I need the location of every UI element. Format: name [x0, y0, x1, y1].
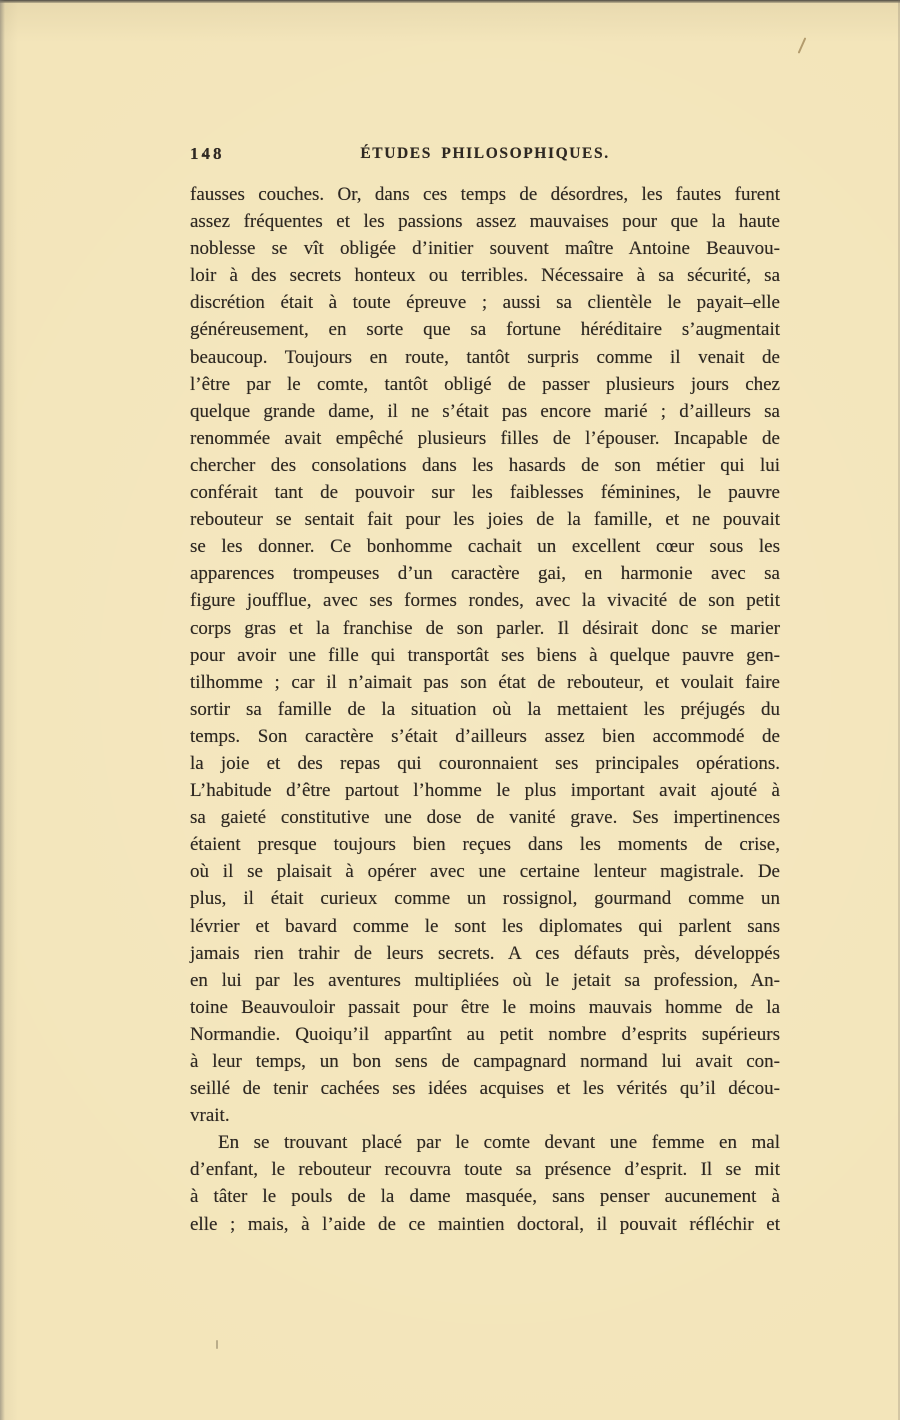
text-line: vrait.	[190, 1105, 230, 1127]
text-line: quelque grande dame, il ne s’était pas encore marié ; d’ailleurs sa	[190, 400, 780, 422]
page-number: 148	[190, 144, 225, 163]
text-line: seillé de tenir cachées ses idées acquises et les vérités qu’il décou-	[190, 1078, 780, 1100]
body-text-block	[190, 181, 780, 1238]
text-line: se les donner. Ce bonhomme cachait un excellent cœur sous les	[190, 536, 780, 558]
text-line: étaient presque toujours bien reçues dans les moments de crise,	[190, 834, 780, 856]
text-line: temps. Son caractère s’était d’ailleurs assez bien accommodé de	[190, 725, 780, 747]
text-line: à tâter le pouls de la dame masquée, sans penser aucunement à	[190, 1186, 780, 1208]
text-line: chercher des consolations dans les hasards de son métier qui lui	[190, 454, 780, 476]
running-title: ÉTUDES PHILOSOPHIQUES.	[360, 145, 610, 162]
text-line: corps gras et la franchise de son parler. Il désirait donc se marier	[190, 617, 780, 639]
text-line: figure joufflue, avec ses formes rondes, avec la vivacité de son petit	[190, 590, 780, 612]
text-line: sa gaieté constitutive une dose de vanité grave. Ses impertinences	[190, 807, 780, 829]
running-head	[190, 144, 780, 166]
scan-scratch-artifact	[798, 37, 807, 53]
text-line: d’enfant, le rebouteur recouvra toute sa présence d’esprit. Il se mit	[190, 1159, 780, 1181]
text-line: apparences trompeuses d’un caractère gai, en harmonie avec sa	[190, 563, 780, 585]
text-line: plus, il était curieux comme un rossignol, gourmand comme un	[190, 888, 780, 910]
text-line: conférait tant de pouvoir sur les faiblesses féminines, le pauvre	[190, 482, 780, 504]
text-line: pour avoir une fille qui transportât ses biens à quelque pauvre gen-	[190, 644, 780, 666]
text-line: en lui par les aventures multipliées où le jetait sa profession, An-	[190, 969, 780, 991]
text-line: L’habitude d’être partout l’homme le plus important avait ajouté à	[190, 780, 780, 802]
text-line: loir à des secrets honteux ou terribles. Nécessaire à sa sécurité, sa	[190, 265, 780, 287]
text-line: l’être par le comte, tantôt obligé de passer plusieurs jours chez	[190, 373, 780, 395]
text-line: lévrier et bavard comme le sont les diplomates qui parlent sans	[190, 915, 780, 937]
text-line: sortir sa famille de la situation où la mettaient les préjugés du	[190, 698, 780, 720]
text-line: renommée avait empêché plusieurs filles de l’épouser. Incapable de	[190, 427, 780, 449]
text-line: En se trouvant placé par le comte devant une femme en mal	[218, 1132, 780, 1154]
text-line: la joie et des repas qui couronnaient ses principales opérations.	[190, 752, 780, 774]
text-line: à leur temps, un bon sens de campagnard normand lui avait con-	[190, 1051, 780, 1072]
text-line: rebouteur se sentait fait pour les joies de la famille, et ne pouvait	[190, 509, 780, 531]
text-line: généreusement, en sorte que sa fortune héréditaire s’augmentait	[190, 319, 780, 341]
text-line: discrétion était à toute épreuve ; aussi sa clientèle le payait–elle	[190, 292, 780, 314]
text-line: tilhomme ; car il n’aimait pas son état de rebouteur, et voulait faire	[190, 671, 780, 693]
text-line: toine Beauvouloir passait pour être le moins mauvais homme de la	[190, 996, 780, 1018]
text-line: beaucoup. Toujours en route, tantôt surpris comme il venait de	[190, 346, 780, 368]
text-line: jamais rien trahir de leurs secrets. A ces défauts près, développés	[190, 942, 780, 964]
text-line: assez fréquentes et les passions assez mauvaises pour que la haute	[190, 211, 780, 233]
text-line: Normandie. Quoiqu’il appartînt au petit nombre d’esprits supérieurs	[190, 1023, 780, 1045]
text-line: où il se plaisait à opérer avec une certaine lenteur magistrale. De	[190, 861, 780, 883]
text-line: noblesse se vît obligée d’initier souvent maître Antoine Beauvou-	[190, 238, 780, 260]
scan-edge-left	[0, 0, 5, 1420]
text-line: fausses couches. Or, dans ces temps de désordres, les fautes furent	[190, 184, 780, 205]
text-line: elle ; mais, à l’aide de ce maintien doctoral, il pouvait réfléchir et	[190, 1213, 780, 1235]
scan-speck-artifact	[216, 1340, 218, 1349]
scan-edge-top	[0, 0, 900, 3]
